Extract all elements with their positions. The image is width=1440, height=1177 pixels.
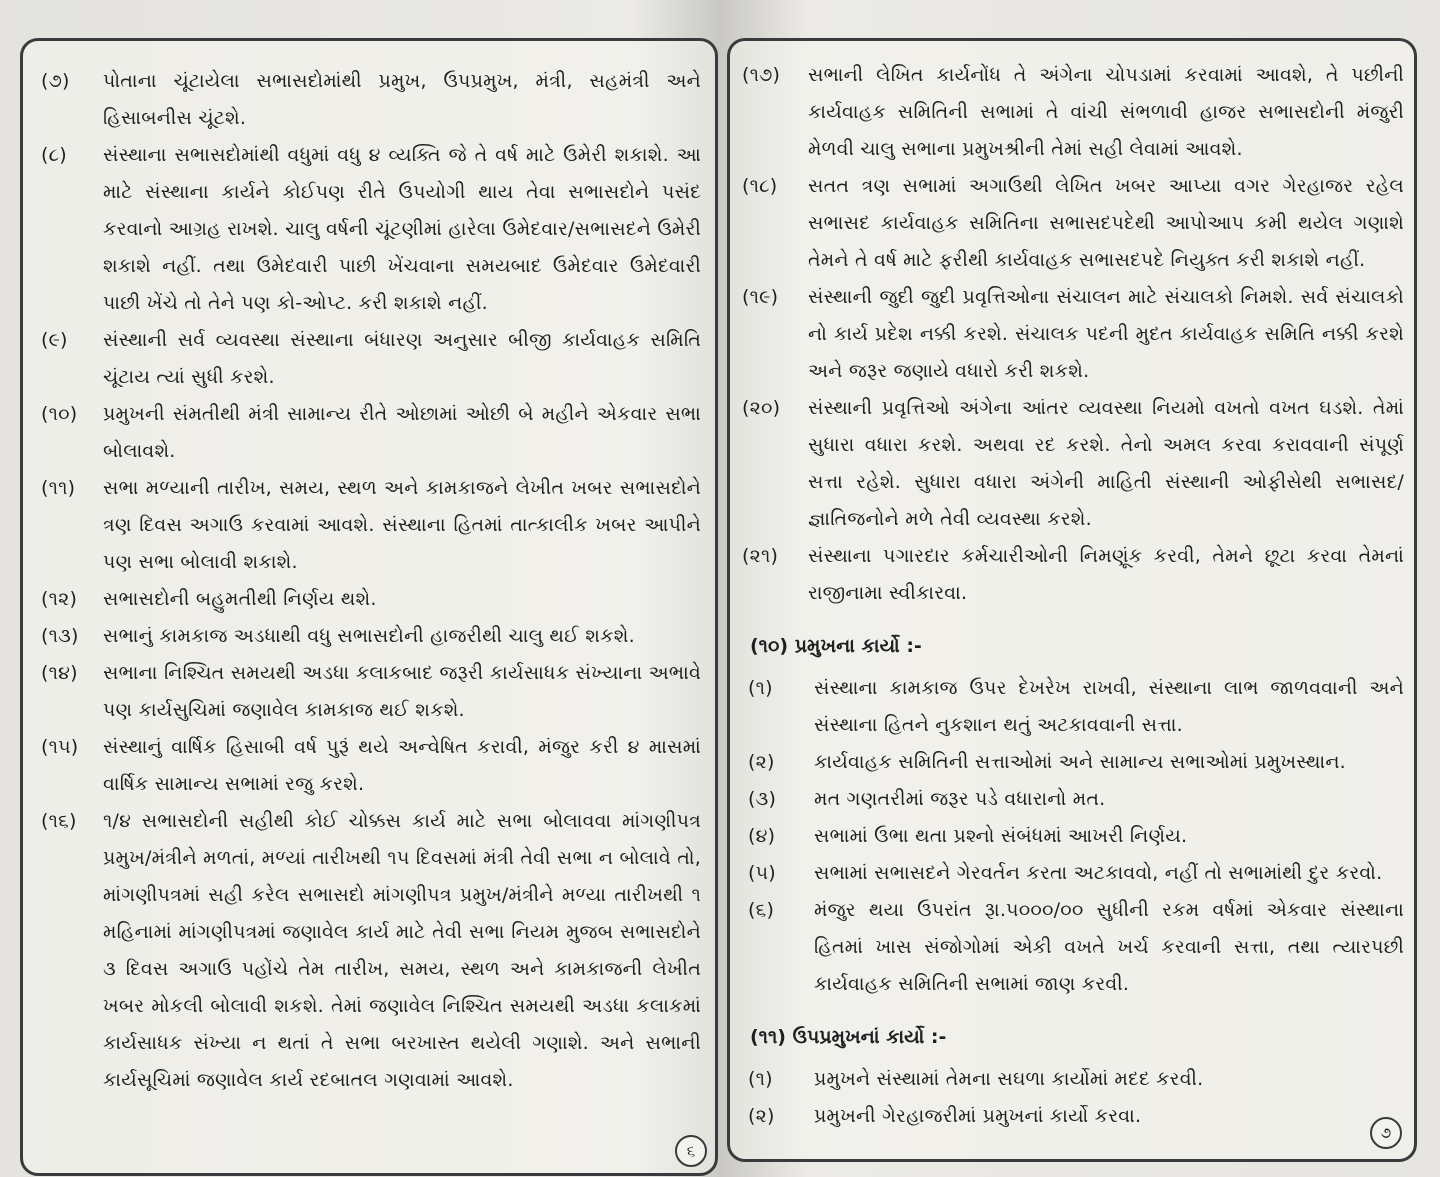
clause-item (41, 655, 701, 729)
clause-item (742, 538, 1404, 612)
duty-item (742, 855, 1404, 892)
duty-text: સભામાં સભાસદને ગેરવર્તન કરતા અટકાવવો, નહીં તો સભામાંથી દુર કરવો. (814, 862, 1383, 884)
duty-text: સભામાં ઉભા થતા પ્રશ્નો સંબંધમાં આખરી નિર્ણય. (814, 825, 1188, 847)
duty-text: પ્રમુખને સંસ્થામાં તેમના સઘળા કાર્યોમાં મદદ કરવી. (814, 1068, 1204, 1090)
clause-number: (૧૧) (41, 477, 76, 499)
clause-text: પ્રમુખની સંમતીથી મંત્રી સામાન્ય રીતે ઓછામાં ઓછી બે મહીને એકવાર સભા બોલાવશે. (103, 403, 701, 462)
clause-item (41, 581, 701, 618)
clause-text: સભાસદોની બહુમતીથી નિર્ણય થશે. (103, 588, 377, 610)
clause-number: (૧૫) (41, 736, 79, 758)
page-number: ૬ (675, 1135, 707, 1167)
clause-number: (૧૦) (41, 403, 78, 425)
duty-number: (૬) (748, 899, 775, 921)
clause-item (41, 396, 701, 470)
clause-text: પોતાના ચૂંટાયેલા સભાસદોમાંથી પ્રમુખ, ઉપપ્રમુખ, મંત્રી, સહમંત્રી અને હિસાબનીસ ચૂંટશે. (103, 70, 701, 129)
duty-item (742, 744, 1404, 781)
clause-number: (૧૩) (41, 625, 79, 647)
clause-item (41, 618, 701, 655)
duty-item (742, 818, 1404, 855)
duty-text: મંજુર થયા ઉપરાંત રૂા.૫૦૦૦/૦૦ સુધીની રકમ વર્ષમાં એકવાર સંસ્થાના હિતમાં ખાસ સંજોગોમાં એકી વખતે ખર્ચ કરવાની સત્તા, તથા ત્યારપછી કાર્યવાહક સમિતિની સભામાં જાણ કરવી. (814, 899, 1404, 995)
clause-item (742, 390, 1404, 538)
duty-item (742, 781, 1404, 818)
duty-number: (૩) (748, 788, 777, 810)
clause-text: સંસ્થાના પગારદાર કર્મચારીઓની નિમણૂંક કરવી, તેમને છૂટા કરવા તેમનાં રાજીનામા સ્વીકારવા. (808, 545, 1404, 604)
duty-text: મત ગણતરીમાં જરૂર પડે વધારાનો મત. (814, 788, 1106, 810)
clause-number: (૧૪) (41, 662, 78, 684)
duty-item (742, 670, 1404, 744)
clause-text: સંસ્થાનું વાર્ષિક હિસાબી વર્ષ પુરૂં થયે અન્વેષિત કરાવી, મંજુર કરી ૪ માસમાં વાર્ષિક સામાન્ય સભામાં રજુ કરશે. (103, 736, 701, 795)
clause-number: (૭) (41, 70, 70, 92)
duty-text: કાર્યવાહક સમિતિની સત્તાઓમાં અને સામાન્ય સભાઓમાં પ્રમુખસ્થાન. (814, 751, 1346, 773)
clause-number: (૨૦) (742, 397, 781, 419)
clause-number: (૧૭) (742, 64, 781, 86)
duty-number: (૫) (748, 862, 776, 884)
clause-item (742, 279, 1404, 390)
clause-text: સભાની લેખિત કાર્યનોંધ તે અંગેના ચોપડામાં કરવામાં આવશે, તે પછીની કાર્યવાહક સમિતિની સભામાં તે વાંચી સંભળાવી હાજર સભાસદોની મંજુરી મેળવી ચાલુ સભાના પ્રમુખશ્રીની તેમાં સહી લેવામાં આવશે. (808, 64, 1404, 160)
clause-text: સતત ત્રણ સભામાં અગાઉથી લેખિત ખબર આપ્યા વગર ગેરહાજર રહેલ સભાસદ કાર્યવાહક સમિતિના સભાસદપદેથી આપોઆપ કમી થયેલ ગણાશે તેમને તે વર્ષ માટે ફરીથી કાર્યવાહક સભાસદપદે નિયુક્ત કરી શકાશે નહીં. (808, 175, 1404, 271)
section-title-vice-president-duties: (૧૧) ઉપપ્રમુખનાં કાર્યો :- (750, 1026, 947, 1048)
clause-text: સભાનું કામકાજ અડધાથી વધુ સભાસદોની હાજરીથી ચાલુ થઈ શકશે. (103, 625, 635, 647)
clause-number: (૧૯) (742, 286, 779, 308)
clause-text: સંસ્થાની પ્રવૃત્તિઓ અંગેના આંતર વ્યવસ્થા નિયમો વખતો વખત ઘડશે. તેમાં સુધારા વધારા કરશે. અથવા રદ કરશે. તેનો અમલ કરવા કરાવવાની સંપૂર્ણ સત્તા રહેશે. સુધારા વધારા અંગેની માહિતી સંસ્થાની ઓફીસેથી સભાસદ/જ્ઞાતિજનોને મળે તેવી વ્યવસ્થા કરશે. (808, 397, 1404, 530)
duty-number: (૧) (748, 677, 773, 699)
clause-text: સંસ્થાની જુદી જુદી પ્રવૃત્તિઓના સંચાલન માટે સંચાલકો નિમશે. સર્વ સંચાલકો નો કાર્ય પ્રદેશ નક્કી કરશે. સંચાલક પદની મુદત કાર્યવાહક સમિતિ નક્કી કરશે અને જરૂર જણાયે વધારો કરી શકશે. (808, 286, 1404, 382)
clause-item (41, 803, 701, 1099)
right-page (727, 38, 1417, 1162)
duty-item (742, 1061, 1404, 1098)
clause-number: (૮) (41, 144, 67, 166)
duty-number: (૪) (748, 825, 776, 847)
duty-text: પ્રમુખની ગેરહાજરીમાં પ્રમુખનાં કાર્યો કરવા. (814, 1105, 1142, 1127)
clause-number: (૧૨) (41, 588, 78, 610)
duty-item (742, 892, 1404, 1003)
clause-number: (૨૧) (742, 545, 779, 567)
clause-item (742, 57, 1404, 168)
left-page (20, 38, 718, 1176)
clause-text: સંસ્થાની સર્વ વ્યવસ્થા સંસ્થાના બંધારણ અનુસાર બીજી કાર્યવાહક સમિતિ ચૂંટાય ત્યાં સુધી કરશે. (103, 329, 701, 388)
clause-item (742, 168, 1404, 279)
clause-text: સભા મળ્યાની તારીખ, સમય, સ્થળ અને કામકાજને લેખીત ખબર સભાસદોને ત્રણ દિવસ અગાઉ કરવામાં આવશે. સંસ્થાના હિતમાં તાત્કાલીક ખબર આપીને પણ સભા બોલાવી શકાશે. (103, 477, 701, 573)
duty-number: (૨) (748, 1105, 775, 1127)
duty-number: (૨) (748, 751, 775, 773)
clause-number: (૧૮) (742, 175, 778, 197)
section-title-president-duties: (૧૦) પ્રમુખના કાર્યો :- (750, 635, 922, 657)
clause-text: સભાના નિશ્ચિત સમયથી અડધા કલાકબાદ જરૂરી કાર્યસાધક સંખ્યાના અભાવે પણ કાર્યસુચિમાં જણાવેલ કામકાજ થઈ શકશે. (103, 662, 701, 721)
clause-item (41, 137, 701, 322)
duty-text: સંસ્થાના કામકાજ ઉપર દેખરેખ રાખવી, સંસ્થાના લાભ જાળવવાની અને સંસ્થાના હિતને નુકશાન થતું અટકાવવાની સત્તા. (814, 677, 1404, 736)
duty-number: (૧) (748, 1068, 773, 1090)
clause-text: ૧/૪ સભાસદોની સહીથી કોઈ ચોક્કસ કાર્ય માટે સભા બોલાવવા માંગણીપત્ર પ્રમુખ/મંત્રીને મળતાં, મળ્યાં તારીખથી ૧૫ દિવસમાં મંત્રી તેવી સભા ન બોલાવે તો, માંગણીપત્રમાં સહી કરેલ સભાસદો માંગણીપત્ર પ્રમુખ/મંત્રીને મળ્યા તારીખથી ૧ મહિનામાં માંગણીપત્રમાં જણાવેલ કાર્ય માટે તેવી સભા નિયમ મુજબ સભાસદોને ૩ દિવસ અગાઉ પહોંચે તેમ તારીખ, સમય, સ્થળ અને કામકાજની લેખીત ખબર મોકલી બોલાવી શકશે. તેમાં જણાવેલ નિશ્ચિત સમયથી અડધા કલાકમાં કાર્યસાધક સંખ્યા ન થતાં તે સભા બરખાસ્ત થયેલી ગણાશે. અને સભાની કાર્યસૂચિમાં જણાવેલ કાર્ય રદબાતલ ગણવામાં આવશે. (103, 810, 701, 1091)
clause-number: (૧૬) (41, 810, 77, 832)
clause-number: (૯) (41, 329, 68, 351)
clause-text: સંસ્થાના સભાસદોમાંથી વધુમાં વધુ ૪ વ્યક્તિ જે તે વર્ષ માટે ઉમેરી શકાશે. આ માટે સંસ્થાના કાર્યને કોઈપણ રીતે ઉપયોગી થાય તેવા સભાસદોને પસંદ કરવાનો આગ્રહ રાખશે. ચાલુ વર્ષની ચૂંટણીમાં હારેલા ઉમેદવાર/સભાસદને ઉમેરી શકાશે નહીં. તથા ઉમેદવારી પાછી ખેંચવાના સમયબાદ ઉમેદવાર ઉમેદવારી પાછી ખેંચે તો તેને પણ કો-ઓપ્ટ. કરી શકાશે નહીં. (103, 144, 701, 314)
page-number: ૭ (1370, 1117, 1402, 1149)
clause-item (41, 63, 701, 137)
clause-item (41, 322, 701, 396)
clause-item (41, 470, 701, 581)
duty-item (742, 1098, 1404, 1135)
clause-item (41, 729, 701, 803)
